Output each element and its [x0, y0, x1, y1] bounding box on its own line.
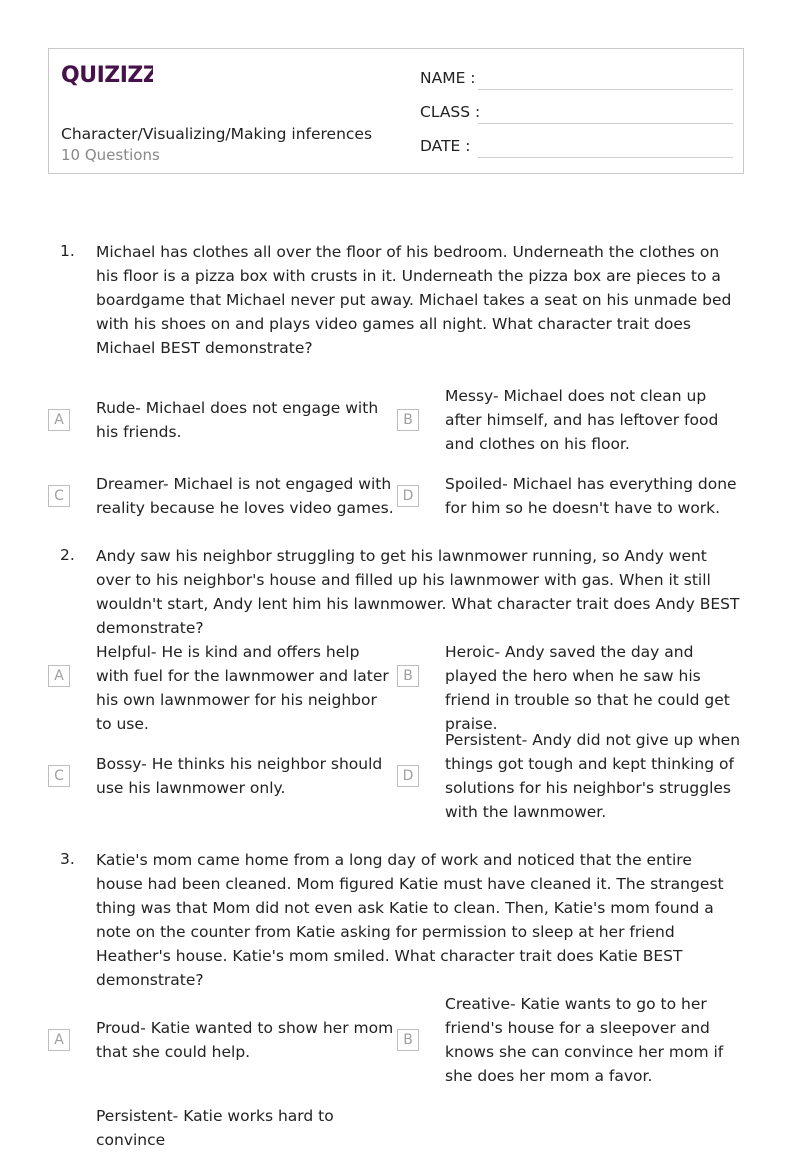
- q1-option-b-text: Messy- Michael does not clean up after himself, and has leftover food and clothes on his floor.: [445, 387, 719, 453]
- question-2-text: Andy saw his neighbor struggling to get his lawnmower running, so Andy went over to his neighbor's house and filled up his lawnmower with gas. When it still wouldn't start, Andy lent him his lawnmower. What character trait does Andy BEST demonstrate?: [96, 547, 740, 637]
- q2-option-b-text: Heroic- Andy saved the day and played the hero when he saw his friend in trouble so that he could get praise.: [445, 643, 730, 733]
- q3-option-b-text: Creative- Katie wants to go to her friend's house for a sleepover and knows she can convince her mom if she does her mom a favor.: [445, 995, 724, 1085]
- question-1-number: 1.: [60, 242, 75, 260]
- q3-option-a-text: Proud- Katie wanted to show her mom that she could help.: [96, 1019, 394, 1061]
- worksheet-header: [48, 48, 744, 174]
- worksheet-title: Character/Visualizing/Making inferences: [61, 125, 373, 143]
- quizizz-logo: [61, 59, 153, 93]
- q2-option-c-text: Bossy- He thinks his neighbor should use his lawnmower only.: [96, 755, 383, 797]
- class-line[interactable]: [478, 123, 733, 124]
- q2-option-d-box[interactable]: D: [397, 765, 419, 787]
- date-line[interactable]: [478, 157, 733, 158]
- q1-option-a-box[interactable]: A: [48, 409, 70, 431]
- q1-option-a-text: Rude- Michael does not engage with his friends.: [96, 399, 379, 441]
- q1-option-d-text: Spoiled- Michael has everything done for him so he doesn't have to work.: [445, 475, 737, 517]
- svg-text:QUIZIZZ: QUIZIZZ: [61, 63, 153, 88]
- name-label: NAME :: [420, 69, 476, 87]
- q3-option-a-box[interactable]: A: [48, 1029, 70, 1051]
- question-1-text: Michael has clothes all over the floor of his bedroom. Underneath the clothes on his floor is a pizza box with crusts in it. Underneath the pizza box are pieces to a boardgame that Michael never put away. Michael takes a seat on his unmade bed with his shoes on and plays video games all night. What character trait does Michael BEST demonstrate?: [96, 243, 732, 357]
- question-2-number: 2.: [60, 546, 75, 564]
- q1-option-b-box[interactable]: B: [397, 409, 419, 431]
- q2-option-c-box[interactable]: C: [48, 765, 70, 787]
- date-label: DATE :: [420, 137, 471, 155]
- q3-option-b-box[interactable]: B: [397, 1029, 419, 1051]
- question-3-number: 3.: [60, 850, 75, 868]
- q1-option-c-text: Dreamer- Michael is not engaged with reality because he loves video games.: [96, 475, 394, 517]
- question-count: 10 Questions: [61, 146, 160, 164]
- q2-option-d-text: Persistent- Andy did not give up when things got tough and kept thinking of solutions for his neighbor's struggles with the lawnmower.: [445, 731, 741, 821]
- name-line[interactable]: [478, 89, 733, 90]
- q1-option-d-box[interactable]: D: [397, 485, 419, 507]
- q2-option-a-text: Helpful- He is kind and offers help with fuel for the lawnmower and later his own lawnmower for his neighbor to use.: [96, 643, 389, 733]
- quizizz-logo-mark: [61, 59, 153, 89]
- q3-option-c-text: Persistent- Katie works hard to convince: [96, 1107, 334, 1149]
- q2-option-b-box[interactable]: B: [397, 665, 419, 687]
- class-label: CLASS :: [420, 103, 481, 121]
- question-3-text: Katie's mom came home from a long day of work and noticed that the entire house had been cleaned. Mom figured Katie must have cleaned it. The strangest thing was that Mom did not even ask Katie to clean. Then, Katie's mom found a note on the counter from Katie asking for permission to sleep at her friend Heather's house. Katie's mom smiled. What character trait does Katie BEST demonstrate?: [96, 851, 724, 989]
- q2-option-a-box[interactable]: A: [48, 665, 70, 687]
- q1-option-c-box[interactable]: C: [48, 485, 70, 507]
